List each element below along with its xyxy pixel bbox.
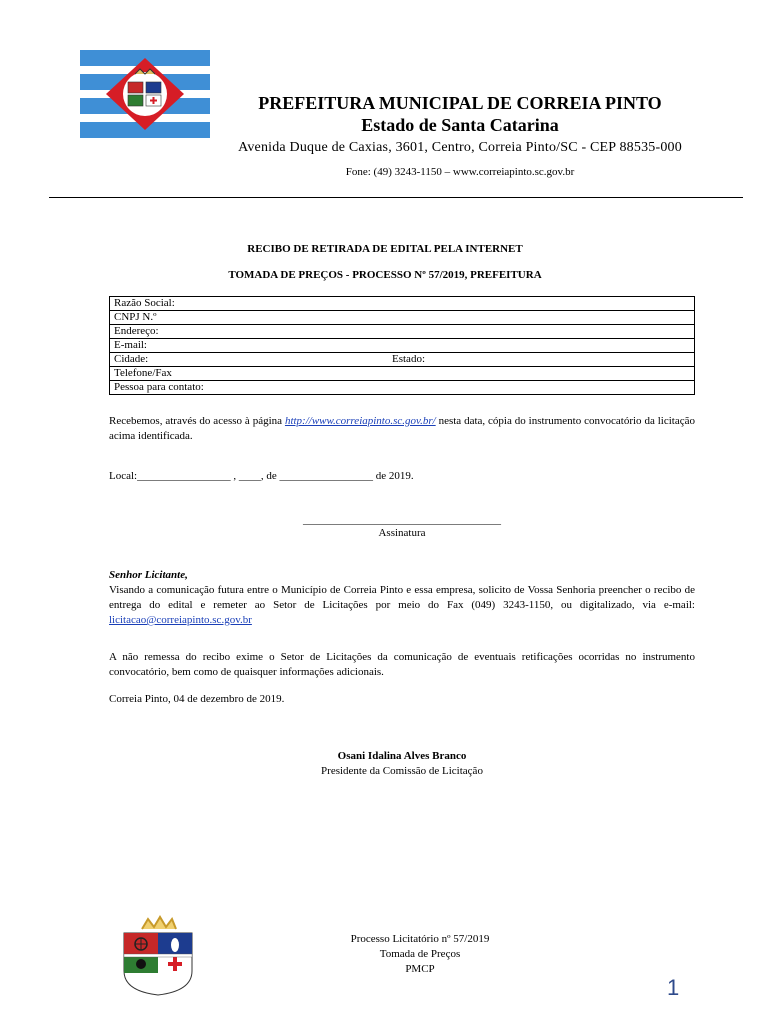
receipt-text-after: nesta data, cópia do instrumento convocatório da licitação acima identificada. — [109, 415, 695, 442]
table-row — [110, 381, 695, 395]
letterhead — [210, 92, 710, 180]
footer-org: PMCP — [405, 963, 435, 975]
non-remittance-paragraph: A não remessa do recibo exime o Setor de Licitações da comunicação de eventuais retificações ocorridas no instrumento convocatório, bem como de quaisquer informações adicionais. — [109, 651, 695, 678]
razao-social-field[interactable]: Razão Social: — [110, 297, 695, 311]
signature-line: ____________________________________ — [303, 514, 501, 526]
endereco-field[interactable]: Endereço: — [110, 325, 695, 339]
address-line: Avenida Duque de Caxias, 3601, Centro, Correia Pinto/SC - CEP 88535-000 — [238, 140, 682, 155]
notice-salutation: Senhor Licitante, — [109, 569, 188, 581]
signer-name: Osani Idalina Alves Branco — [337, 750, 467, 762]
email-link[interactable]: licitacao@correiapinto.sc.gov.br — [109, 614, 252, 626]
table-row — [110, 339, 695, 353]
document-title: RECIBO DE RETIRADA DE EDITAL PELA INTERNET — [247, 243, 523, 255]
signer-role: Presidente da Comissão de Licitação — [321, 765, 483, 777]
table-row — [110, 353, 695, 367]
website-link[interactable]: http://www.correiapinto.sc.gov.br/ — [284, 415, 436, 427]
table-row — [110, 297, 695, 311]
footer-process: Processo Licitatório nº 57/2019 — [350, 933, 490, 945]
email-field[interactable]: E-mail: — [110, 339, 695, 353]
municipality-title: PREFEITURA MUNICIPAL DE CORREIA PINTO — [258, 93, 662, 113]
page-number: 1 — [667, 975, 680, 1000]
notice-body — [109, 583, 695, 628]
footer-block — [330, 932, 510, 977]
cidade-field[interactable]: Cidade: — [110, 353, 389, 367]
state-subtitle: Estado de Santa Catarina — [361, 115, 559, 135]
phone-line: Fone: (49) 3243-1150 – www.correiapinto.sc.gov.br — [345, 166, 575, 178]
notice-block — [109, 568, 695, 628]
notice-text: Visando a comunicação futura entre o Município de Correia Pinto e essa empresa, solicito de Vossa Senhoria preencher o recibo de entrega do edital e remeter ao Setor de Licitações por meio do Fax (049) 3243-1150, ou digitalizado, via e-mail: — [109, 584, 695, 611]
municipal-flag-logo — [80, 50, 210, 138]
table-row — [110, 311, 695, 325]
bidder-form-table — [109, 296, 695, 395]
date-line: Correia Pinto, 04 de dezembro de 2019. — [109, 693, 285, 705]
receipt-text-before: Recebemos, através do acesso à página — [109, 415, 285, 427]
contato-field[interactable]: Pessoa para contato: — [110, 381, 695, 395]
coat-of-arms-emblem — [120, 915, 196, 997]
cnpj-field[interactable]: CNPJ N.º — [110, 311, 695, 325]
document-subtitle: TOMADA DE PREÇOS - PROCESSO Nº 57/2019, PREFEITURA — [228, 269, 542, 281]
signer-block — [109, 749, 695, 779]
receipt-paragraph — [109, 414, 695, 444]
header-divider — [49, 197, 743, 198]
estado-field[interactable]: Estado: — [388, 353, 695, 367]
footer-modality: Tomada de Preços — [379, 948, 461, 960]
table-row — [110, 367, 695, 381]
table-row — [110, 325, 695, 339]
telefone-field[interactable]: Telefone/Fax — [110, 367, 695, 381]
local-date-line: Local:_________________ , ____, de _________________ de 2019. — [109, 470, 414, 482]
signature-label: Assinatura — [378, 527, 426, 539]
